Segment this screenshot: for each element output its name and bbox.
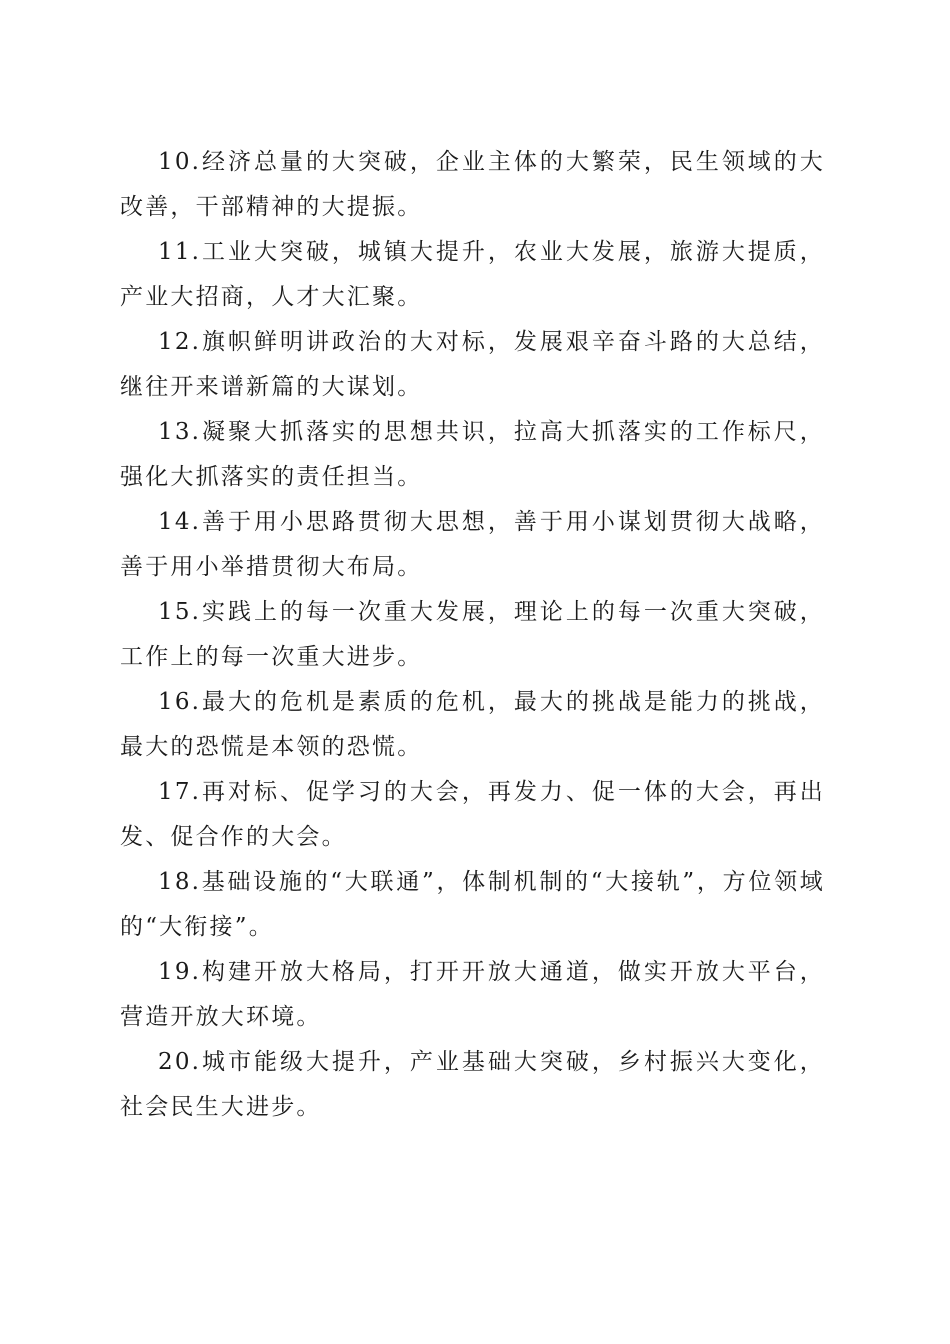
paragraph-13: 13.凝聚大抓落实的思想共识，拉高大抓落实的工作标尺，强化大抓落实的责任担当。: [120, 419, 825, 490]
paragraph-10: 10.经济总量的大突破，企业主体的大繁荣，民生领域的大改善，干部精神的大提振。: [120, 149, 825, 220]
paragraph-15: 15.实践上的每一次重大发展，理论上的每一次重大突破，工作上的每一次重大进步。: [120, 599, 825, 670]
paragraph-20: 20.城市能级大提升，产业基础大突破，乡村振兴大变化，社会民生大进步。: [120, 1049, 825, 1120]
document-body: [120, 140, 825, 1130]
paragraph-18: 18.基础设施的“大联通”，体制机制的“大接轨”，方位领域的“大衔接”。: [120, 869, 825, 940]
paragraph-19: 19.构建开放大格局，打开开放大通道，做实开放大平台，营造开放大环境。: [120, 959, 825, 1030]
paragraph-16: 16.最大的危机是素质的危机，最大的挑战是能力的挑战，最大的恐慌是本领的恐慌。: [120, 689, 825, 760]
paragraph-12: 12.旗帜鲜明讲政治的大对标，发展艰辛奋斗路的大总结，继往开来谱新篇的大谋划。: [120, 329, 825, 400]
paragraph-14: 14.善于用小思路贯彻大思想，善于用小谋划贯彻大战略，善于用小举措贯彻大布局。: [120, 509, 825, 580]
paragraph-11: 11.工业大突破，城镇大提升，农业大发展，旅游大提质，产业大招商，人才大汇聚。: [120, 239, 825, 310]
paragraph-17: 17.再对标、促学习的大会，再发力、促一体的大会，再出发、促合作的大会。: [120, 779, 825, 850]
